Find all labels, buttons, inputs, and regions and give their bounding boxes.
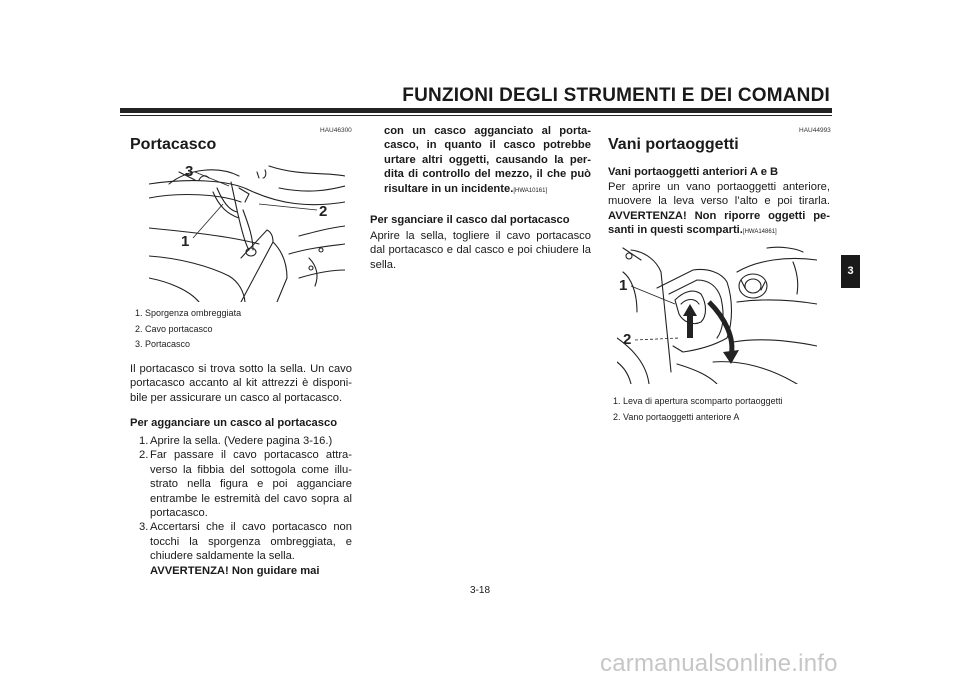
storage-text: Per aprire un vano portaoggetti anteriore, muovere la leva verso l’alto e poi tirarla. [608,181,830,208]
intro-paragraph: Il portacasco si trova sotto la sella. Un cavo portacasco accanto al kit attrezzi è disponi-bile per assicurare un casco al portacasco. [130,363,352,404]
callout-2: 2 [319,203,328,220]
section-code: HAU44993 [799,127,831,134]
step-text: Aprire la sella. (Vedere pagina 3-16.) [150,435,333,447]
figure-storage-compartment [617,242,817,384]
caption-item: 2. Cavo portacasco [135,323,213,334]
page-header-title: FUNZIONI DEGLI STRUMENTI E DEI COMANDI [402,85,830,106]
chapter-tab: 3 [841,255,860,288]
figure-helmet-holder [149,158,345,302]
figure-captions-left [135,306,355,353]
storage-warning: AVVERTENZA! Non riporre oggetti pe-santi in questi scomparti. [608,209,830,237]
helmet-holder-illustration [149,158,345,302]
helmet-holder-hook [231,182,237,210]
caption-item: 1. Sporgenza ombreggiata [135,308,242,318]
caption-item: 1. Leva di apertura scomparto portaoggetti [613,396,783,406]
helmet-cable [237,210,249,250]
step-text: Accertarsi che il cavo portacasco non tocchi la sporgenza ombreggiata, e chiudere saldamente la sella. [150,521,352,563]
step-number: 1. [139,435,149,447]
warning-text: con un casco agganciato al porta-casco, in quanto il casco potrebbe urtare altri oggetti, causando la per-dita di controllo del mezzo, il che può risultare in un incidente. [384,125,591,195]
subheading-attach-helmet: Per agganciare un casco al portacasco [130,417,338,429]
callout-2: 2 [623,331,632,348]
subheading-release-helmet: Per sganciare il casco dal portacasco [370,214,570,226]
watermark: carmanualsonline.info [600,650,838,677]
warning-continuation [384,124,591,198]
header-rule [120,108,832,113]
subheading-front-storage: Vani portaoggetti anteriori A e B [608,166,779,178]
step-number: 3. [139,521,149,534]
list-item [121,448,352,520]
page-number: 3-18 [469,585,490,596]
release-paragraph: Aprire la sella, togliere il cavo portacasco dal portacasco e dal casco e poi chiudere la sella. [370,230,591,271]
list-item [121,520,352,578]
section-code: HAU46300 [320,127,352,134]
pull-arrow [709,302,732,356]
section-heading-portacasco: Portacasco [130,136,217,153]
callout-1: 1 [181,233,190,250]
cable-loop [246,248,256,256]
step-number: 2. [139,449,149,462]
storage-illustration [617,242,817,384]
warning-ref-code: [HWA10161] [513,187,548,194]
steps-list [121,434,352,578]
caption-item: 2. Vano portaoggetti anteriore A [613,411,740,422]
storage-paragraph [608,180,830,240]
callout-3: 3 [185,163,194,180]
header-rule-thin [120,115,832,116]
section-heading-storage: Vani portaoggetti [608,136,739,153]
caption-item: 3. Portacasco [135,339,191,349]
figure-captions-right [613,394,843,425]
warning-start: AVVERTENZA! Non guidare mai [150,564,320,577]
storage-warning-ref: [HWA14861] [742,229,777,236]
callout-1: 1 [619,277,628,294]
list-item [121,434,352,448]
step-text: Far passare il cavo portacasco attra-verso la fibbia del sottogola come illu-strato nella figura e poi agganciare entrambe le estremità del cavo sopra al portacasco. [150,449,352,520]
